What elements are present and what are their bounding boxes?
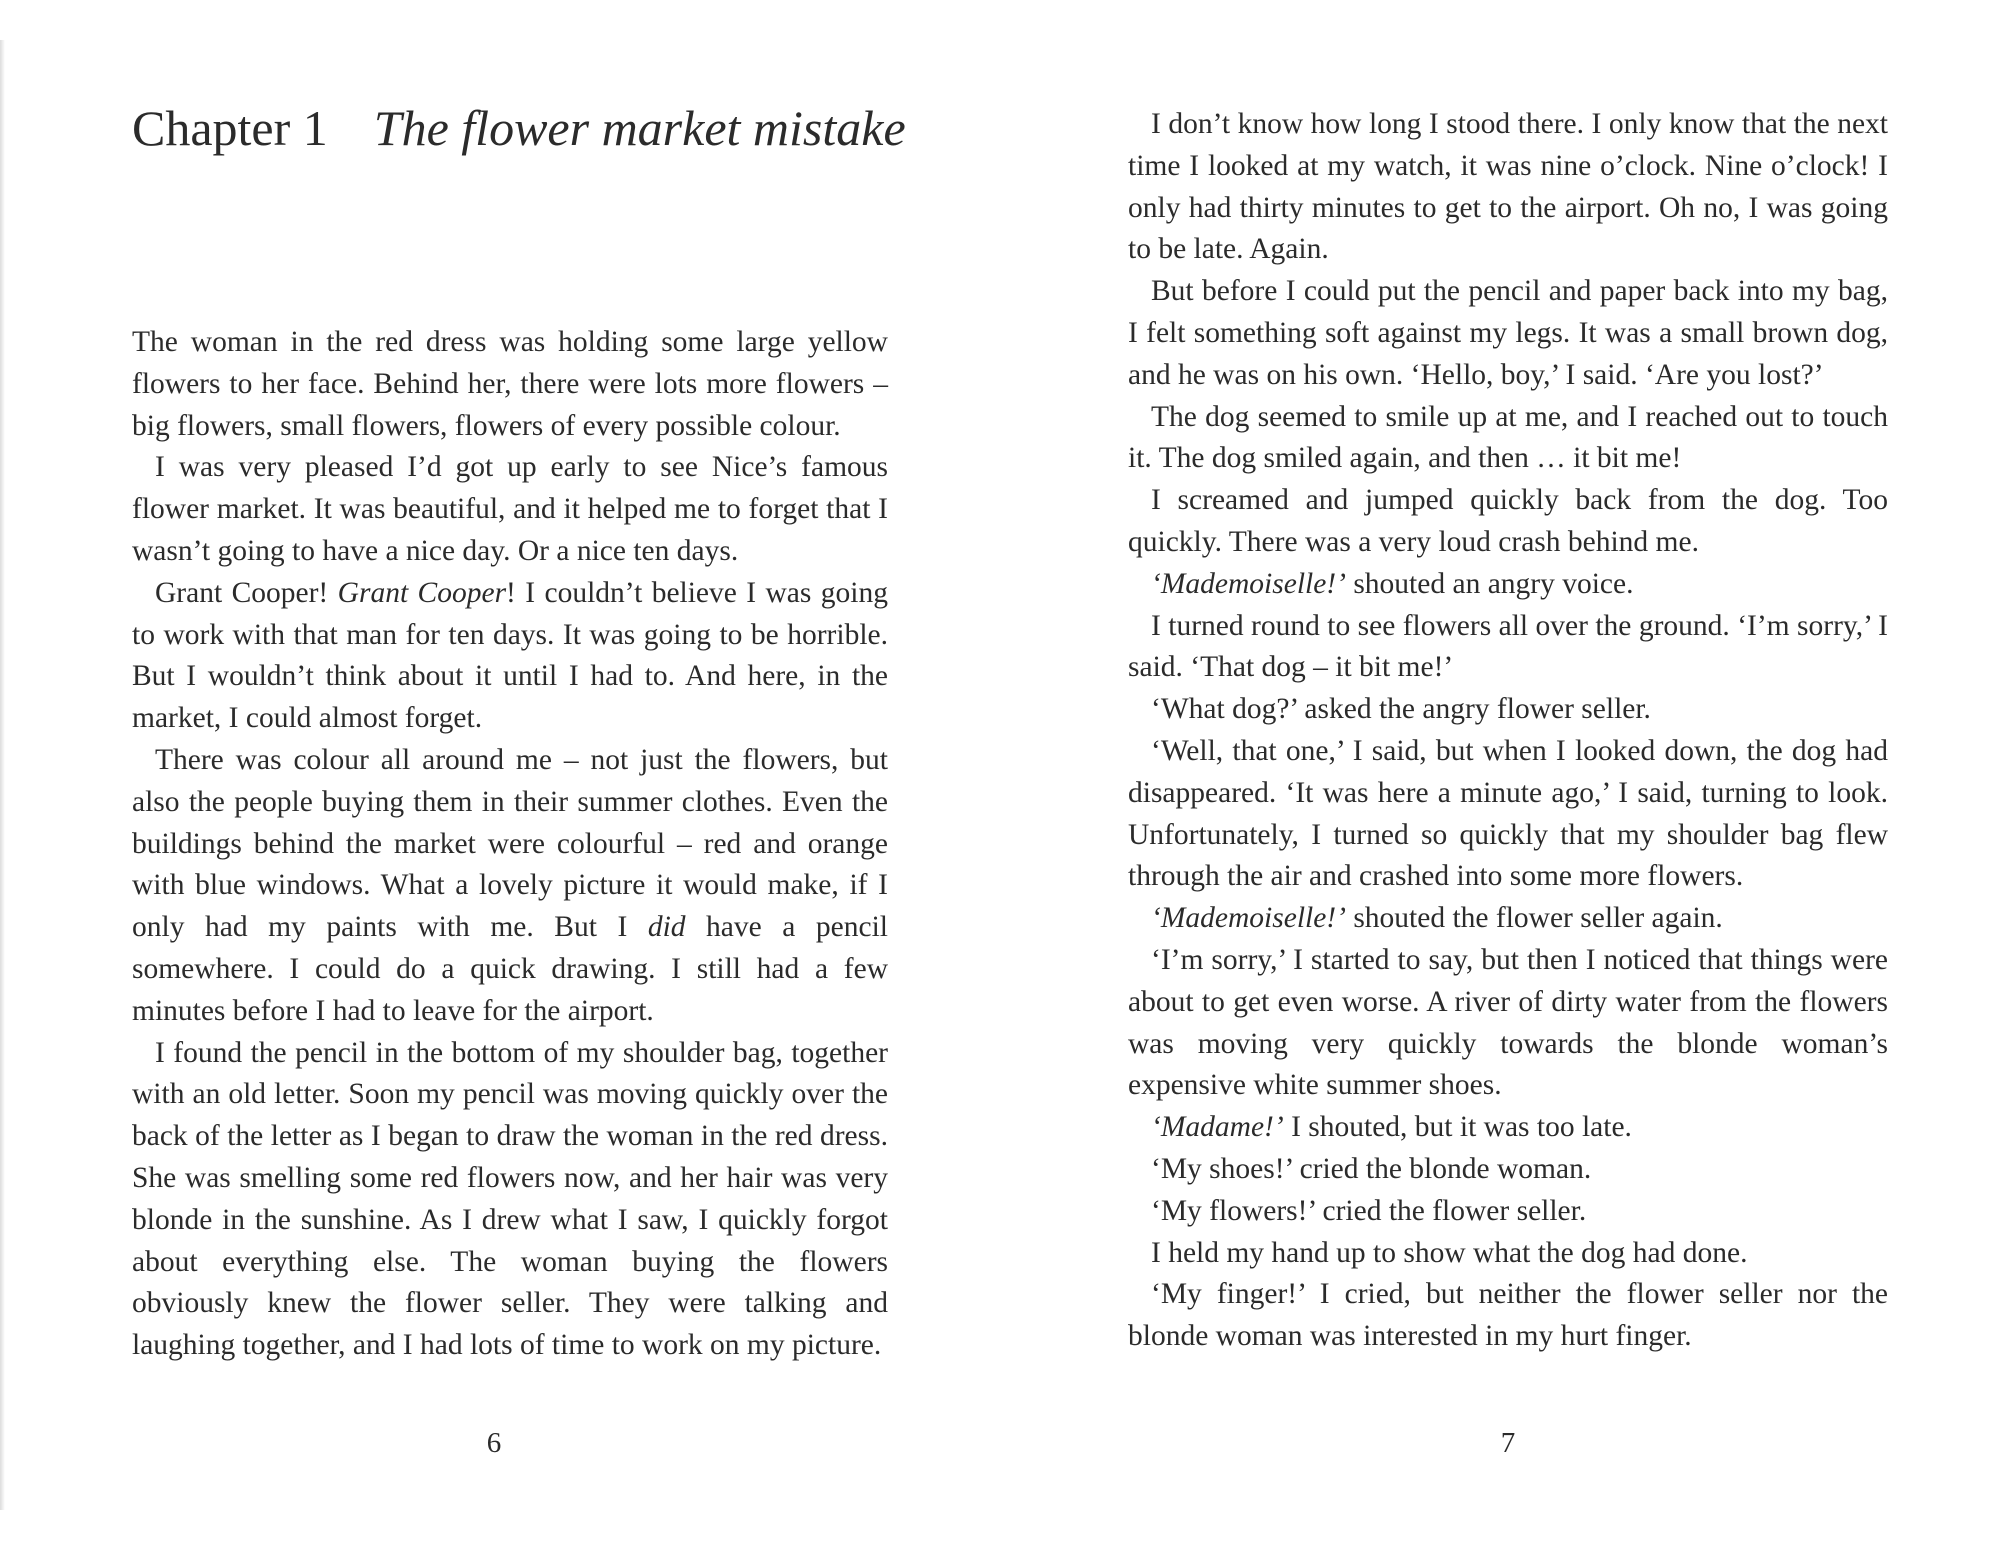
paragraph: ‘Well, that one,’ I said, but when I looked down, the dog had disappeared. ‘It was here a minute ago,’ I said, turning to look. Unfortunately, I turned so quickly that my shoulder bag flew through the air and crashed into some more flowers. [1128, 734, 1888, 893]
italic-text-run: ‘Mademoiselle!’ [1151, 902, 1346, 935]
paragraph: ‘My finger!’ I cried, but neither the flower seller nor the blonde woman was interested in my hurt finger. [1128, 1278, 1888, 1353]
page-number: 6 [486, 1427, 502, 1459]
paragraph: The woman in the red dress was holding some large yellow flowers to her face. Behind her, there were lots more flowers – big flowers, small flowers, flowers of every possible colour. [132, 326, 888, 442]
paragraph: I don’t know how long I stood there. I only know that the next time I looked at my watch, it was nine o’clock. Nine o’clock! I only had thirty minutes to get to the airport. Oh no, I was going to be late. Again. [1128, 108, 1888, 266]
text-run: There was colour all around me – not just the flowers, but also the people buying them in their summer clothes. Even the buildings behind the market were colourful – red and orange with blue windows. What a lovely picture it would make, if I only had my paints with me. But I [132, 743, 888, 944]
paragraph [1128, 1107, 1888, 1149]
italic-text-run: ‘Madame!’ [1151, 1111, 1284, 1144]
text-run: shouted the flower seller again. [1345, 902, 1723, 935]
paragraph: I held my hand up to show what the dog had done. [1151, 1236, 1748, 1269]
paragraph: ‘What dog?’ asked the angry flower seller. [1151, 693, 1651, 726]
left-page [132, 0, 906, 1548]
paragraph [1128, 564, 1888, 606]
paragraph: The dog seemed to smile up at me, and I reached out to touch it. The dog smiled again, and then … it bit me! [1128, 400, 1888, 475]
text-run: I shouted, but it was too late. [1283, 1111, 1632, 1144]
paragraph: I found the pencil in the bottom of my shoulder bag, together with an old letter. Soon my pencil was moving quickly over the back of the letter as I began to draw the woman in the red dress. She was smelling some red flowers now, and her hair was very blonde in the sunshine. As I drew what I saw, I quickly forgot about everything else. The woman buying the flowers obviously knew the flower seller. They were talking and laughing together, and I had lots of time to work on my picture. [132, 1036, 888, 1362]
paragraph: I screamed and jumped quickly back from the dog. Too quickly. There was a very loud crash behind me. [1128, 484, 1888, 558]
italic-text-run: ‘Mademoiselle!’ [1151, 567, 1346, 600]
paragraph [132, 573, 888, 740]
page-number: 7 [1500, 1427, 1516, 1459]
paragraph: ‘I’m sorry,’ I started to say, but then I noticed that things were about to get even worse. A river of dirty water from the flowers was moving very quickly towards the blonde woman’s expensive white summer shoes. [1128, 943, 1888, 1102]
italic-text-run: Grant Cooper [337, 576, 507, 609]
page-edge-shadow [0, 40, 5, 1510]
left-page-body [132, 322, 888, 1367]
chapter-number: Chapter 1 [132, 100, 328, 156]
paragraph [1128, 898, 1888, 940]
italic-text-run: did [647, 911, 686, 944]
text-run: shouted an angry voice. [1345, 567, 1634, 600]
right-page-body [1128, 104, 1888, 1358]
chapter-heading [132, 96, 906, 160]
right-page [1128, 0, 1888, 1548]
paragraph: ‘My flowers!’ cried the flower seller. [1151, 1194, 1587, 1227]
paragraph: ‘My shoes!’ cried the blonde woman. [1151, 1152, 1592, 1185]
text-run: Grant Cooper! [155, 576, 338, 609]
chapter-title: The flower market mistake [373, 100, 906, 156]
text-run: ! I couldn’t believe I was going to work with that man for ten days. It was going to be horrible. But I wouldn’t think about it until I had to. And here, in the market, I could almost forget. [132, 576, 888, 735]
paragraph: I turned round to see flowers all over the ground. ‘I’m sorry,’ I said. ‘That dog – it bit me!’ [1128, 609, 1888, 684]
paragraph: I was very pleased I’d got up early to see Nice’s famous flower market. It was beautiful, and it helped me to forget that I wasn’t going to have a nice day. Or a nice ten days. [132, 451, 888, 567]
text-run: have a pencil somewhere. I could do a quick drawing. I still had a few minutes before I had to leave for the airport. [132, 911, 888, 1027]
paragraph: But before I could put the pencil and paper back into my bag, I felt something soft against my legs. It was a small brown dog, and he was on his own. ‘Hello, boy,’ I said. ‘Are you lost?’ [1128, 275, 1888, 391]
paragraph [132, 740, 888, 1033]
